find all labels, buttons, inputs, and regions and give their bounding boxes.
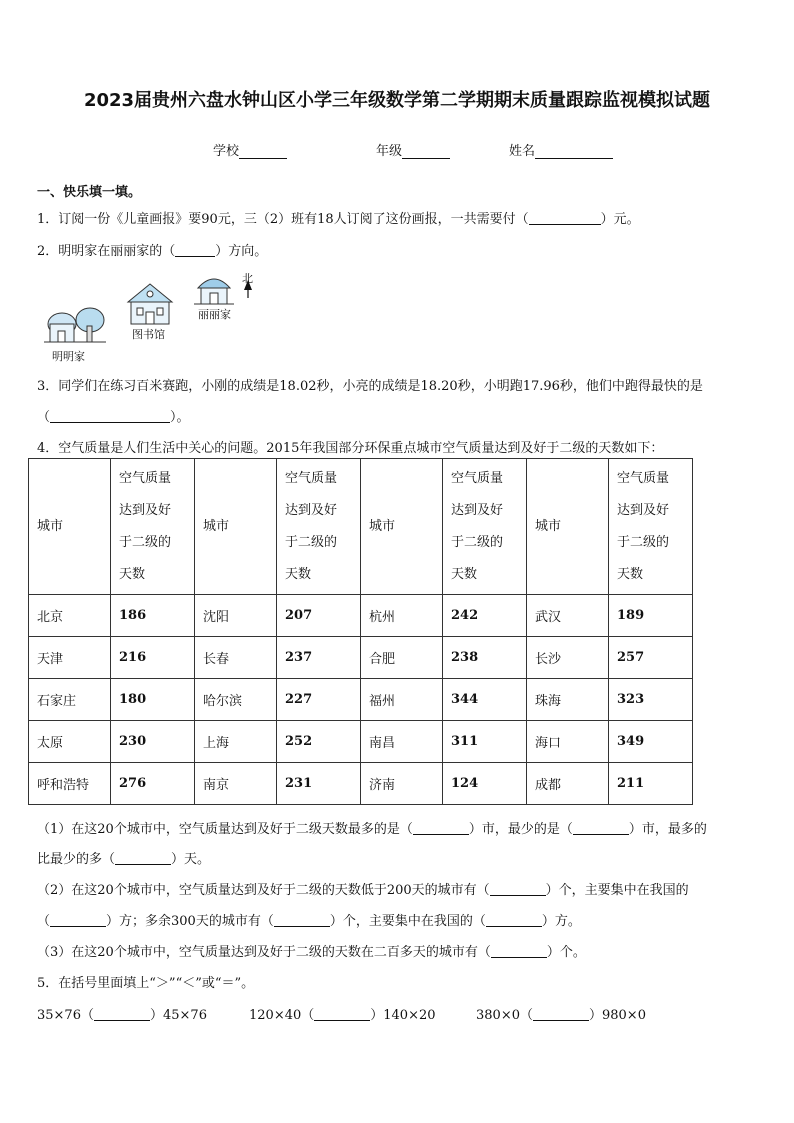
q4-sub2-cont <box>37 910 581 929</box>
sub2-text-d: ）方；多余300天的城市有（ <box>106 914 274 929</box>
question-4: 4．空气质量是人们生活中关心的问题。2015年我国部分环保重点城市空气质量达到及好于二级的天数如下： <box>37 441 664 456</box>
days-cell: 189 <box>609 595 693 637</box>
days-cell: 186 <box>111 595 195 637</box>
days-cell: 216 <box>111 637 195 679</box>
name-blank[interactable] <box>535 144 613 159</box>
question-5: 5．在括号里面填上“＞”“＜”或“＝”。 <box>37 976 255 991</box>
header-city: 城市 <box>195 459 277 595</box>
days-cell: 230 <box>111 721 195 763</box>
sub2-blank-count-high[interactable] <box>274 913 330 927</box>
compare-2-right: ）140×20 <box>370 1008 436 1023</box>
days-cell: 252 <box>277 721 361 763</box>
q1-suffix: ）元。 <box>600 212 640 227</box>
city-cell: 上海 <box>195 721 277 763</box>
sub2-text-f: ）方。 <box>541 914 581 929</box>
library-label: 图书馆 <box>132 328 165 341</box>
sub2-text-c: （ <box>37 914 51 929</box>
header-city: 城市 <box>527 459 609 595</box>
days-cell: 231 <box>277 763 361 805</box>
city-cell: 长春 <box>195 637 277 679</box>
mingming-house-icon <box>44 308 106 342</box>
city-cell: 武汉 <box>527 595 609 637</box>
city-cell: 海口 <box>527 721 609 763</box>
city-cell: 长沙 <box>527 637 609 679</box>
table-header-row <box>29 459 693 595</box>
library-icon <box>128 284 172 324</box>
q2-text: 2．明明家在丽丽家的（ <box>37 244 176 259</box>
header-city: 城市 <box>29 459 111 595</box>
sub1-text-d: 比最少的多（ <box>37 852 116 867</box>
lili-label: 丽丽家 <box>198 308 231 321</box>
q4-sub3 <box>37 941 586 960</box>
sub1-text-c: ）市，最多的 <box>628 822 707 837</box>
city-cell: 太原 <box>29 721 111 763</box>
section-heading: 一、快乐填一填。 <box>37 185 142 200</box>
lili-house-icon <box>194 279 234 304</box>
name-label: 姓名 <box>509 144 536 159</box>
compare-1-right: ）45×76 <box>149 1008 207 1023</box>
header-days: 空气质量 达到及好 于二级的 天数 <box>111 459 195 595</box>
days-cell: 237 <box>277 637 361 679</box>
sub3-blank[interactable] <box>491 944 547 958</box>
compare-2-left: 120×40（ <box>249 1008 315 1023</box>
table-row <box>29 595 693 637</box>
table-row <box>29 763 693 805</box>
days-cell: 276 <box>111 763 195 805</box>
school-blank[interactable] <box>239 144 287 159</box>
sub1-blank-diff[interactable] <box>115 851 171 865</box>
sub2-text-e: ）个，主要集中在我国的（ <box>329 914 486 929</box>
city-cell: 合肥 <box>361 637 443 679</box>
city-cell: 福州 <box>361 679 443 721</box>
grade-field <box>376 140 450 159</box>
compare-3-left: 380×0（ <box>476 1008 533 1023</box>
compare-3-right: ）980×0 <box>588 1008 646 1023</box>
city-cell: 成都 <box>527 763 609 805</box>
header-days: 空气质量 达到及好 于二级的 天数 <box>609 459 693 595</box>
grade-blank[interactable] <box>402 144 450 159</box>
city-cell: 杭州 <box>361 595 443 637</box>
q4-sub2 <box>37 879 689 898</box>
q4-sub1-cont <box>37 848 210 867</box>
q3-open: （ <box>37 410 51 425</box>
days-cell: 242 <box>443 595 527 637</box>
sub1-text-a: （1）在这20个城市中，空气质量达到及好于二级天数最多的是（ <box>37 822 413 837</box>
city-cell: 济南 <box>361 763 443 805</box>
q1-blank[interactable] <box>529 211 601 225</box>
days-cell: 323 <box>609 679 693 721</box>
days-cell: 349 <box>609 721 693 763</box>
q5-compare-2 <box>249 1004 436 1023</box>
days-cell: 207 <box>277 595 361 637</box>
city-cell: 石家庄 <box>29 679 111 721</box>
sub2-blank-dir-high[interactable] <box>486 913 542 927</box>
sub1-text-e: ）天。 <box>171 852 211 867</box>
school-field <box>213 140 287 159</box>
city-cell: 珠海 <box>527 679 609 721</box>
sub3-text-b: ）个。 <box>546 945 586 960</box>
q3-close: ）。 <box>170 410 190 425</box>
question-1 <box>37 208 640 227</box>
table-row <box>29 679 693 721</box>
sub1-blank-most[interactable] <box>413 821 469 835</box>
city-cell: 天津 <box>29 637 111 679</box>
city-cell: 呼和浩特 <box>29 763 111 805</box>
days-cell: 344 <box>443 679 527 721</box>
q5-compare-1 <box>37 1004 207 1023</box>
days-cell: 211 <box>609 763 693 805</box>
header-city: 城市 <box>361 459 443 595</box>
question-3: 3．同学们在练习百米赛跑，小刚的成绩是18.02秒，小亮的成绩是18.20秒，小明跑17.96秒，他们中跑得最快的是 <box>37 379 703 394</box>
days-cell: 227 <box>277 679 361 721</box>
sub2-blank-count-low[interactable] <box>490 882 546 896</box>
city-cell: 南京 <box>195 763 277 805</box>
city-cell: 哈尔滨 <box>195 679 277 721</box>
days-cell: 238 <box>443 637 527 679</box>
sub1-text-b: ）市，最少的是（ <box>468 822 573 837</box>
compare-2-blank[interactable] <box>314 1007 370 1021</box>
question-2 <box>37 240 267 259</box>
air-quality-table <box>28 458 693 805</box>
table-row <box>29 637 693 679</box>
compare-1-blank[interactable] <box>94 1007 150 1021</box>
mingming-label: 明明家 <box>52 350 85 363</box>
header-days: 空气质量 达到及好 于二级的 天数 <box>443 459 527 595</box>
grade-label: 年级 <box>376 144 403 159</box>
city-cell: 南昌 <box>361 721 443 763</box>
days-cell: 180 <box>111 679 195 721</box>
q4-sub1 <box>37 818 707 837</box>
north-label: 北 <box>242 272 253 285</box>
days-cell: 124 <box>443 763 527 805</box>
sub2-blank-dir-low[interactable] <box>50 913 106 927</box>
q3-blank[interactable] <box>50 409 170 423</box>
table-row <box>29 721 693 763</box>
q2-suffix: ）方向。 <box>215 244 268 259</box>
compare-1-left: 35×76（ <box>37 1008 94 1023</box>
name-field <box>509 140 613 159</box>
days-cell: 311 <box>443 721 527 763</box>
sub2-text-b: ）个，主要集中在我国的 <box>545 883 689 898</box>
city-cell: 沈阳 <box>195 595 277 637</box>
header-days: 空气质量 达到及好 于二级的 天数 <box>277 459 361 595</box>
sub3-text-a: （3）在这20个城市中，空气质量达到及好于二级的天数在二百多天的城市有（ <box>37 945 491 960</box>
sub1-blank-least[interactable] <box>573 821 629 835</box>
q5-compare-3 <box>476 1004 646 1023</box>
sub2-text-a: （2）在这20个城市中，空气质量达到及好于二级的天数低于200天的城市有（ <box>37 883 490 898</box>
compare-3-blank[interactable] <box>533 1007 589 1021</box>
question-3-answer <box>37 406 190 425</box>
page-title: 2023届贵州六盘水钟山区小学三年级数学第二学期期末质量跟踪监视模拟试题 <box>83 90 711 111</box>
q2-blank[interactable] <box>175 243 215 257</box>
direction-map <box>40 268 270 363</box>
q1-text: 1．订阅一份《儿童画报》要90元，三（2）班有18人订阅了这份画报，一共需要付（ <box>37 212 529 227</box>
city-cell: 北京 <box>29 595 111 637</box>
school-label: 学校 <box>213 144 240 159</box>
days-cell: 257 <box>609 637 693 679</box>
